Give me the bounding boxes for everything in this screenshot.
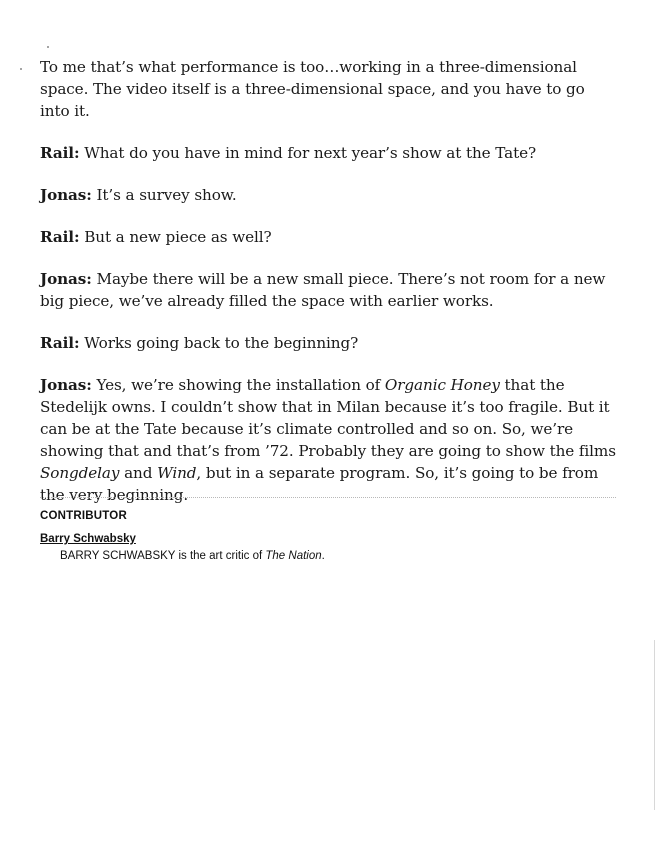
- bio-suffix: .: [321, 550, 325, 562]
- speaker-label: Jonas:: [40, 270, 92, 288]
- section-divider: [40, 497, 616, 498]
- interview-paragraph: [40, 332, 618, 354]
- paragraph-text: that the Stedelijk owns. I couldn’t show that in Milan because it’s too fragile. But it can be at the Tate because it’s climate controlled and so on. So, we’re showing that and that’s from ’72. Probably they are going to show the films: [40, 376, 616, 460]
- speaker-label: Jonas:: [40, 376, 92, 394]
- italic-title: Organic Honey: [384, 376, 500, 394]
- contributor-bio: [60, 550, 325, 562]
- paragraph-text: Yes, we’re showing the installation of: [96, 376, 385, 394]
- interview-paragraph: [40, 268, 618, 312]
- paragraph-text: What do you have in mind for next year’s show at the Tate?: [84, 144, 537, 162]
- italic-title: Songdelay: [40, 464, 120, 482]
- bio-publication: The Nation: [265, 550, 322, 562]
- paragraph-text: To me that’s what performance is too…working in a three-dimensional space. The video itself is a three-dimensional space, and you have to go into it.: [40, 58, 585, 120]
- scan-edge-line: [654, 640, 655, 810]
- interview-paragraph: [40, 56, 618, 122]
- paragraph-text: It’s a survey show.: [96, 186, 237, 204]
- italic-title: Wind: [157, 464, 197, 482]
- interview-paragraph: [40, 226, 618, 248]
- scan-speck: [47, 46, 49, 48]
- bio-text: BARRY SCHWABSKY is the art critic of: [60, 550, 266, 562]
- interview-paragraph: [40, 142, 618, 164]
- speaker-label: Rail:: [40, 228, 80, 246]
- speaker-label: Rail:: [40, 144, 80, 162]
- paragraph-text: and: [119, 464, 158, 482]
- interview-body: [40, 56, 618, 526]
- speaker-label: Rail:: [40, 334, 80, 352]
- paragraph-text: But a new piece as well?: [84, 228, 272, 246]
- interview-paragraph: [40, 374, 618, 506]
- paragraph-text: Maybe there will be a new small piece. There’s not room for a new big piece, we’ve already filled the space with earlier works.: [40, 270, 606, 310]
- scan-speck: [20, 68, 22, 70]
- speaker-label: Jonas:: [40, 186, 92, 204]
- contributor-heading: CONTRIBUTOR: [40, 510, 127, 522]
- paragraph-text: , but in a separate program. So, it’s going to be from the very beginning.: [40, 464, 599, 504]
- contributor-name-link[interactable]: Barry Schwabsky: [40, 533, 136, 545]
- paragraph-text: Works going back to the beginning?: [84, 334, 359, 352]
- interview-paragraph: [40, 184, 618, 206]
